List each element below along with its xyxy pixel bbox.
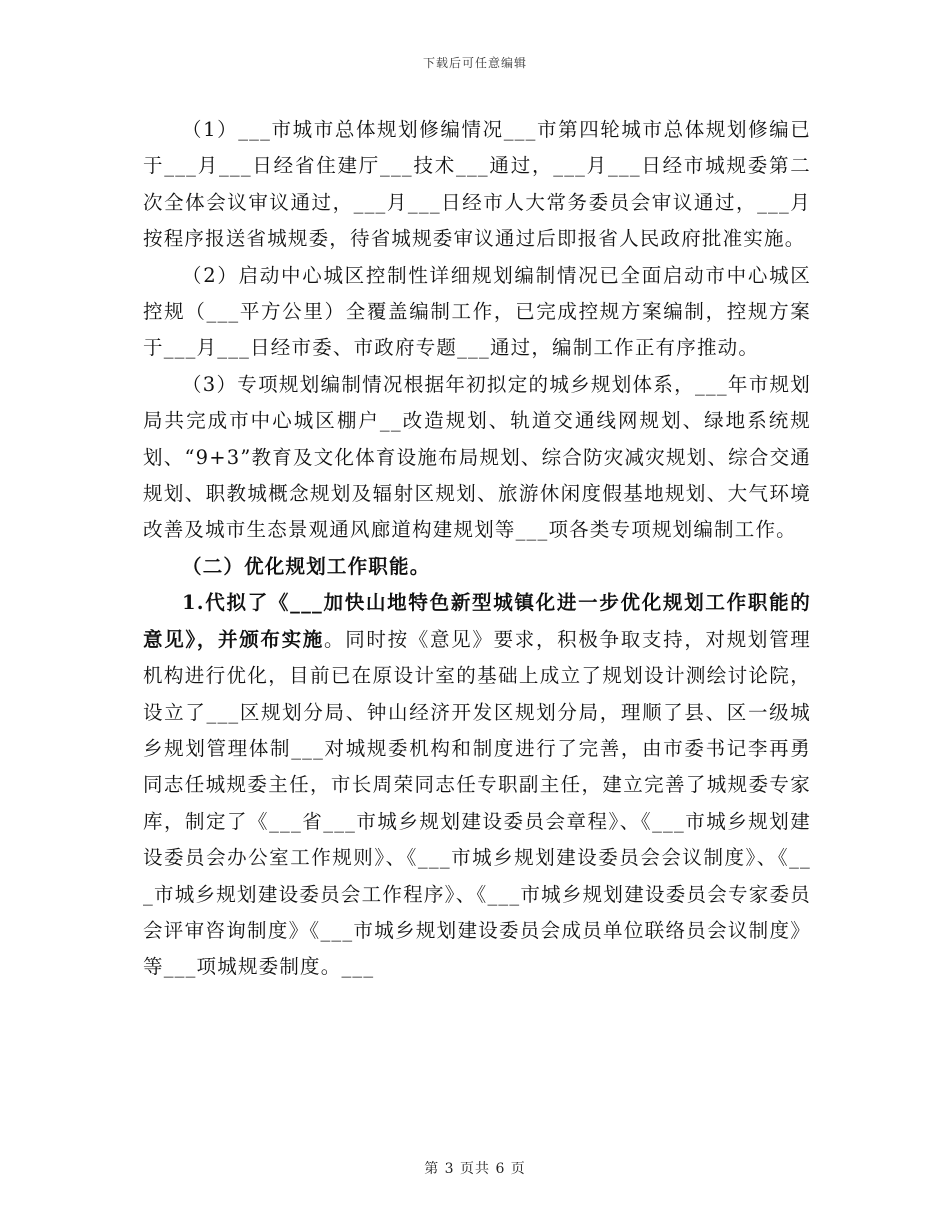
paragraph-4-opinion-drafting (143, 585, 811, 985)
paragraph-4-body: 。同时按《意见》要求，积极争取支持，对规划管理机构进行优化，目前已在原设计室的基础上成立了规划设计测绘讨论院，设立了___区规划分局、钟山经济开发区规划分局，理顺了县、区一级城乡规划管理体制___对城规委机构和制度进行了完善，由市委书记李再勇同志任城规委主任，市长周荣同志任专职副主任，建立完善了城规委专家库，制定了《___省___市城乡规划建设委员会章程》、《___市城乡规划建设委员会办公室工作规则》、《___市城乡规划建设委员会会议制度》、《___市城乡规划建设委员会工作程序》、《___市城乡规划建设委员会专家委员会评审咨询制度》《___市城乡规划建设委员会成员单位联络员会议制度》等___项城规委制度。___ (143, 627, 811, 979)
page-footer-page-number: 第 3 页共 6 页 (424, 1161, 526, 1177)
section-heading-optimize-functions: （二）优化规划工作职能。 (182, 554, 431, 578)
page-header: 下载后可任意编辑 (422, 56, 527, 70)
paragraph-3-special-plans: （3）专项规划编制情况根据年初拟定的城乡规划体系，___年市规划局共完成市中心城区棚户__改造规划、轨道交通线网规划、绿地系统规划、“9+3”教育及文化体育设施布局规划、综合防灾减灾规划、综合交通规划、职教城概念规划及辐射区规划、旅游休闲度假基地规划、大气环境改善及城市生态景观通风廊道构建规划等___项各类专项规划编制工作。 (143, 372, 811, 542)
paragraph-2-detailed-plan: （2）启动中心城区控制性详细规划编制情况已全面启动市中心城区控规（___平方公里）全覆盖编制工作，已完成控规方案编制，控规方案于___月___日经市委、市政府专题___通过，编制工作正有序推动。 (143, 263, 811, 360)
document-body (143, 112, 811, 986)
paragraph-1-overall-plan: （1）___市城市总体规划修编情况___市第四轮城市总体规划修编已于___月___日经省住建厅___技术___通过，___月___日经市城规委第二次全体会议审议通过，___月___日经市人大常务委员会审议通过，___月按程序报送省城规委，待省城规委审议通过后即报省人民政府批准实施。 (143, 118, 811, 251)
paragraph-4-bold-lead: 1.代拟了《___加快山地特色新型城镇化进一步优化规划工作职能的意见》，并颁布实施 (143, 591, 811, 651)
